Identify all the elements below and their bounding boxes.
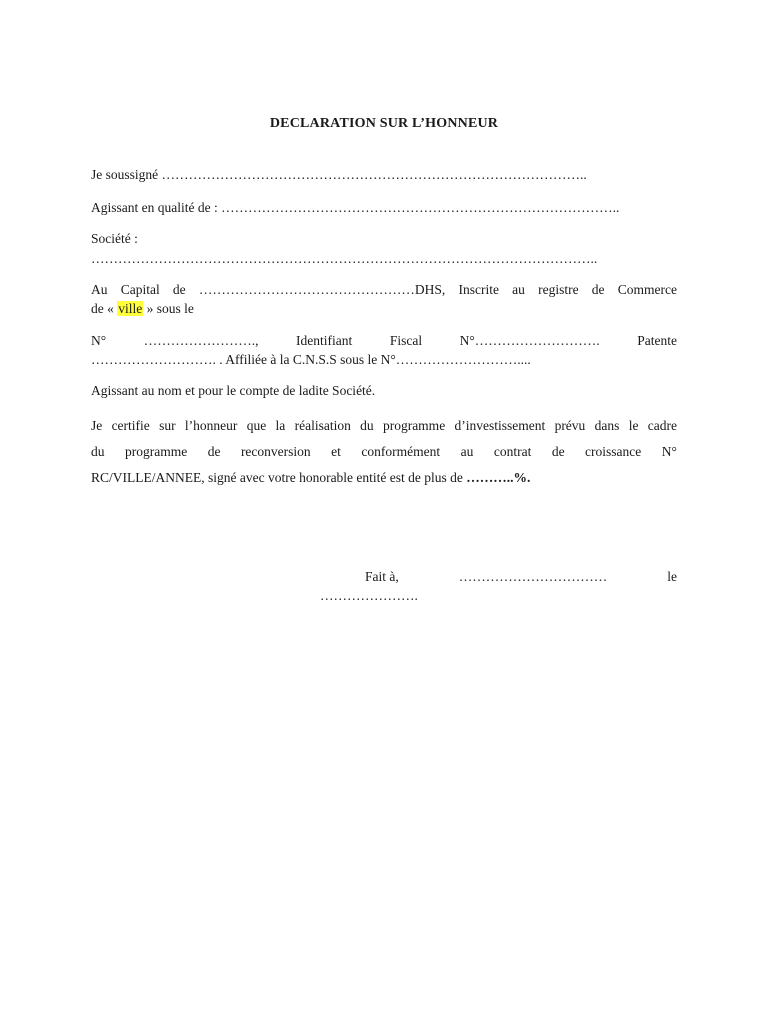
fait-le: le	[667, 569, 677, 584]
certify-word: N°	[661, 444, 677, 459]
capital-word: au	[512, 282, 525, 297]
certify-line-2	[91, 439, 677, 465]
numero-line	[91, 331, 677, 351]
commerce-post: » sous le	[143, 301, 194, 316]
certify-word: certifie	[111, 418, 150, 433]
certify-word: la	[275, 418, 286, 433]
capital-word: registre	[538, 282, 579, 297]
numero-word: Patente	[637, 333, 677, 348]
numero-word: N°	[91, 333, 107, 348]
certify-text: RC/VILLE/ANNEE, signé avec votre honorable entité est de plus de	[91, 470, 467, 485]
certify-word: reconversion	[240, 444, 311, 459]
capital-dots: …………………………………………DHS,	[198, 282, 446, 297]
soussigne-line: Je soussigné …………………………………………………………………………………..	[91, 167, 587, 182]
fait-dots: ……………………………	[458, 569, 608, 584]
capital-word: Inscrite	[458, 282, 499, 297]
certify-word: croissance	[585, 444, 642, 459]
certify-word: prévu	[554, 418, 586, 433]
capital-word: de	[591, 282, 605, 297]
capital-word: Capital	[120, 282, 160, 297]
certify-word: réalisation	[294, 418, 351, 433]
certify-paragraph	[91, 413, 677, 491]
certify-word: et	[331, 444, 341, 459]
capital-word: de	[172, 282, 186, 297]
certify-line-3	[91, 465, 677, 491]
numero-word: Identifiant	[296, 333, 353, 348]
certify-word: au	[460, 444, 474, 459]
certify-word: programme	[124, 444, 188, 459]
fait-a: Fait à,	[365, 569, 399, 584]
capital-word: Commerce	[617, 282, 677, 297]
qualite-line: Agissant en qualité de : ……………………………………………………………………………..	[91, 200, 620, 215]
numero-word: N°……………………….	[459, 333, 600, 348]
commerce-line	[91, 299, 677, 319]
certify-word: du	[360, 418, 374, 433]
fait-date-dots: ………………….	[320, 588, 418, 603]
numero-dots: …………………….,	[143, 333, 259, 348]
certify-word: l’honneur	[184, 418, 238, 433]
certify-word: le	[628, 418, 639, 433]
societe-label: Société :	[91, 231, 138, 246]
certify-word: Je	[91, 418, 103, 433]
certify-word: dans	[594, 418, 620, 433]
cnss-line: ………………………. . Affiliée à la C.N.S.S sous le N°………………………....	[91, 352, 531, 367]
certify-word: que	[246, 418, 267, 433]
certify-line-1	[91, 413, 677, 439]
certify-word: sur	[159, 418, 176, 433]
capital-line	[91, 280, 677, 300]
agissant-nom-line: Agissant au nom et pour le compte de ladite Société.	[91, 383, 376, 398]
certify-percent: ………..%.	[466, 470, 531, 485]
certify-word: contrat	[493, 444, 532, 459]
numero-word: Fiscal	[389, 333, 423, 348]
certify-word: conformément	[361, 444, 441, 459]
societe-dots: …………………………………………………………………………………………………..	[91, 251, 598, 266]
fait-row	[365, 567, 677, 587]
certify-word: d’investissement	[454, 418, 546, 433]
commerce-pre: de «	[91, 301, 118, 316]
certify-word: du	[91, 444, 105, 459]
certify-word: cadre	[647, 418, 677, 433]
certify-word: de	[551, 444, 565, 459]
document-title: DECLARATION SUR L’HONNEUR	[269, 116, 499, 131]
capital-word: Au	[91, 282, 108, 297]
certify-word: programme	[382, 418, 446, 433]
ville-highlight: ville	[118, 301, 143, 316]
certify-word: de	[207, 444, 221, 459]
